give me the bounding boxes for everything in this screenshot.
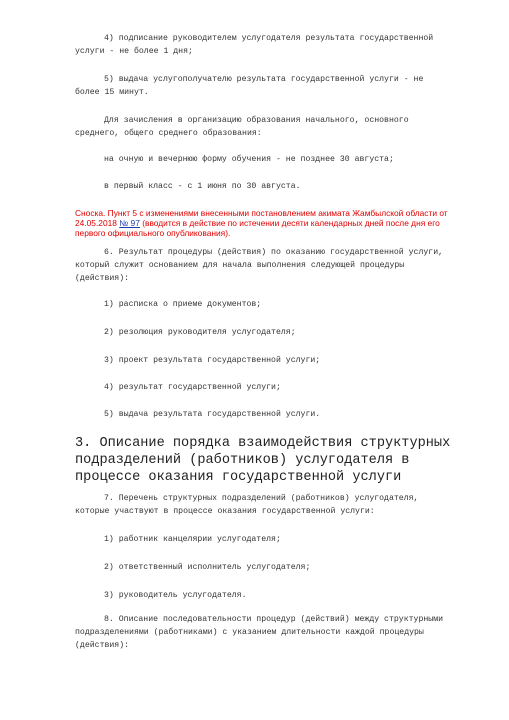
item-6-list-item-5: 5) выдача результата государственной услуги. xyxy=(104,410,321,419)
footnote-line-1: Сноска. Пункт 5 с изменениями внесенными постановлением акимата Жамбылской области от xyxy=(75,208,448,218)
item-6-list-item-2: 2) резолюция руководителя услугодателя; xyxy=(104,328,296,337)
footnote-line-2-rest: (вводится в действие по истечении десяти календарных дней после дня его xyxy=(139,218,440,228)
section-3-heading-line-3: процессе оказания государственной услуги xyxy=(75,470,402,485)
section-3-heading-line-2: подразделений (работников) услугодателя в xyxy=(75,453,410,468)
item-7-list-item-2: 2) ответственный исполнитель услугодателя; xyxy=(104,563,311,572)
item-7-line-2: которые участвуют в процессе оказания государственной услуги: xyxy=(75,507,375,516)
item-6-line-2: который служит основанием для начала выполнения следующей процедуры xyxy=(75,261,405,270)
footnote-date: 24.05.2018 xyxy=(75,218,120,228)
item-6-list-item-4: 4) результат государственной услуги; xyxy=(104,383,281,392)
item-6-list-item-1: 1) расписка о приеме документов; xyxy=(104,300,262,309)
footnote-link[interactable]: № 97 xyxy=(119,218,140,228)
item-7-list-item-3: 3) руководитель услугодателя. xyxy=(104,591,247,600)
paragraph-first-class: в первый класс - с 1 июня по 30 августа. xyxy=(104,182,301,191)
item-6-line-3: (действия): xyxy=(75,274,130,283)
item-6-line-1: 6. Результат процедуры (действия) по оказанию государственной услуги, xyxy=(104,248,444,257)
paragraph-item-4-line-1: 4) подписание руководителем услугодателя результата государственной xyxy=(104,34,434,43)
item-8-line-1: 8. Описание последовательности процедур (действий) между структурными xyxy=(104,615,444,624)
paragraph-item-5-line-2: более 15 минут. xyxy=(75,88,149,97)
footnote-line-3: первого официального опубликования). xyxy=(75,228,231,238)
section-3-heading-line-1: 3. Описание порядка взаимодействия структурных xyxy=(75,436,451,451)
paragraph-item-4-line-2: услуги - не более 1 дня; xyxy=(75,47,193,56)
paragraph-evening-form: на очную и вечернюю форму обучения - не позднее 30 августа; xyxy=(104,155,394,164)
item-7-line-1: 7. Перечень структурных подразделений (работников) услугодателя, xyxy=(104,494,419,503)
paragraph-enrollment-line-1: Для зачисления в организацию образования начального, основного xyxy=(104,116,409,125)
paragraph-enrollment-line-2: среднего, общего среднего образования: xyxy=(75,129,262,138)
item-8-line-2: подразделениями (работниками) с указанием длительности каждой процедуры xyxy=(75,628,424,637)
item-8-line-3: (действия): xyxy=(75,641,130,650)
paragraph-item-5-line-1: 5) выдача услугополучателю результата государственной услуги - не xyxy=(104,75,424,84)
item-7-list-item-1: 1) работник канцелярии услугодателя; xyxy=(104,535,281,544)
item-6-list-item-3: 3) проект результата государственной услуги; xyxy=(104,356,321,365)
